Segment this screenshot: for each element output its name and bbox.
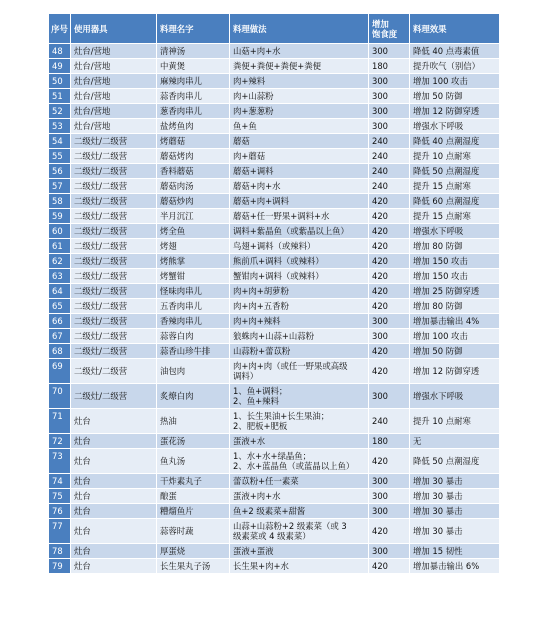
cell-effect: 增强水下呼吸 <box>410 119 500 134</box>
cell-dish-name: 干炸素丸子 <box>157 474 230 489</box>
cell-dish-name: 炙燎白肉 <box>157 384 230 409</box>
cell-effect: 增加 30 暴击 <box>410 474 500 489</box>
cell-utensil: 灶台 <box>71 434 157 449</box>
cell-satiety: 300 <box>369 89 410 104</box>
table-row <box>49 384 500 409</box>
cell-satiety: 300 <box>369 44 410 59</box>
cell-recipe: 狼蛛肉+山蒜+山蒜粉 <box>230 329 369 344</box>
cell-satiety: 300 <box>369 474 410 489</box>
cell-utensil: 二级灶/二级营 <box>71 314 157 329</box>
cell-index: 77 <box>49 519 71 544</box>
cell-effect: 提升 10 点耐寒 <box>410 149 500 164</box>
cell-recipe: 蘑菇+肉+调料 <box>230 194 369 209</box>
cell-dish-name: 糟熘鱼片 <box>157 504 230 519</box>
cell-utensil: 灶台 <box>71 449 157 474</box>
cell-satiety: 300 <box>369 314 410 329</box>
cell-satiety: 240 <box>369 179 410 194</box>
cell-dish-name: 蘑菇烤肉 <box>157 149 230 164</box>
cell-utensil: 二级灶/二级营 <box>71 209 157 224</box>
cell-recipe: 蛋液+蛋液 <box>230 544 369 559</box>
table-row <box>49 559 500 574</box>
cell-effect: 降低 40 点潮湿度 <box>410 134 500 149</box>
cell-satiety: 420 <box>369 239 410 254</box>
cell-recipe: 蘑菇 <box>230 134 369 149</box>
cell-dish-name: 蒜香山珍牛排 <box>157 344 230 359</box>
table-row <box>49 44 500 59</box>
cell-effect: 降低 40 点毒素值 <box>410 44 500 59</box>
cell-satiety: 420 <box>369 194 410 209</box>
header-utensil: 使用器具 <box>71 14 157 44</box>
cell-index: 68 <box>49 344 71 359</box>
table-row <box>49 149 500 164</box>
cell-dish-name: 蘑菇肉汤 <box>157 179 230 194</box>
cell-utensil: 灶台 <box>71 559 157 574</box>
cell-utensil: 二级灶/二级营 <box>71 359 157 384</box>
cell-recipe: 山菇+肉+水 <box>230 44 369 59</box>
cell-dish-name: 热油 <box>157 409 230 434</box>
cell-recipe: 蛋液+肉+水 <box>230 489 369 504</box>
cell-dish-name: 蒜蓉白肉 <box>157 329 230 344</box>
cell-index: 55 <box>49 149 71 164</box>
cell-dish-name: 香辣肉串儿 <box>157 314 230 329</box>
cell-effect: 降低 50 点潮湿度 <box>410 449 500 474</box>
table-row <box>49 179 500 194</box>
cell-index: 63 <box>49 269 71 284</box>
header-index: 序号 <box>49 14 71 44</box>
cell-effect: 增加 100 攻击 <box>410 74 500 89</box>
cell-satiety: 240 <box>369 134 410 149</box>
cell-index: 69 <box>49 359 71 384</box>
cell-utensil: 灶台 <box>71 474 157 489</box>
cell-recipe: 1、长生果油+长生果油； 2、肥板+肥板 <box>230 409 369 434</box>
cell-recipe: 粪便+粪便+粪便+粪便 <box>230 59 369 74</box>
cell-index: 74 <box>49 474 71 489</box>
cell-dish-name: 厚蛋烧 <box>157 544 230 559</box>
cell-satiety: 420 <box>369 359 410 384</box>
cell-satiety: 300 <box>369 544 410 559</box>
header-effect: 料理效果 <box>410 14 500 44</box>
cell-effect: 增加暴击输出 6% <box>410 559 500 574</box>
cell-dish-name: 五香肉串儿 <box>157 299 230 314</box>
cell-index: 64 <box>49 284 71 299</box>
cell-satiety: 180 <box>369 434 410 449</box>
cell-recipe: 肉+葱葱粉 <box>230 104 369 119</box>
cell-index: 57 <box>49 179 71 194</box>
cell-satiety: 300 <box>369 104 410 119</box>
table-row <box>49 504 500 519</box>
cell-effect: 增加 30 暴击 <box>410 489 500 504</box>
cell-utensil: 灶台/营地 <box>71 89 157 104</box>
table-row <box>49 224 500 239</box>
cell-satiety: 420 <box>369 254 410 269</box>
table-row <box>49 409 500 434</box>
cell-index: 56 <box>49 164 71 179</box>
cell-satiety: 300 <box>369 384 410 409</box>
header-satiety: 增加 饱食度 <box>369 14 410 44</box>
table-row <box>49 119 500 134</box>
cell-effect: 增加 15 韧性 <box>410 544 500 559</box>
header-dish-name: 料理名字 <box>157 14 230 44</box>
cell-dish-name: 蘑菇炒肉 <box>157 194 230 209</box>
cell-satiety: 240 <box>369 149 410 164</box>
cell-utensil: 二级灶/二级营 <box>71 329 157 344</box>
cell-index: 50 <box>49 74 71 89</box>
cell-effect: 降低 50 点潮湿度 <box>410 164 500 179</box>
table-row <box>49 449 500 474</box>
table-row <box>49 209 500 224</box>
cell-utensil: 灶台/营地 <box>71 59 157 74</box>
table-row <box>49 104 500 119</box>
cell-dish-name: 半月沉江 <box>157 209 230 224</box>
cell-utensil: 二级灶/二级营 <box>71 269 157 284</box>
cell-index: 75 <box>49 489 71 504</box>
cell-recipe: 肉+辣料 <box>230 74 369 89</box>
table-row <box>49 344 500 359</box>
cell-effect: 增强水下呼吸 <box>410 384 500 409</box>
cell-utensil: 二级灶/二级营 <box>71 224 157 239</box>
cell-recipe: 鱼+鱼 <box>230 119 369 134</box>
cell-satiety: 420 <box>369 299 410 314</box>
cell-utensil: 二级灶/二级营 <box>71 149 157 164</box>
table-row <box>49 269 500 284</box>
cell-recipe: 蘑菇+肉+水 <box>230 179 369 194</box>
header-row <box>49 14 500 44</box>
cell-effect: 增加 80 防御 <box>410 239 500 254</box>
cell-dish-name: 烤蟹钳 <box>157 269 230 284</box>
table-row <box>49 134 500 149</box>
table-body <box>49 44 500 574</box>
cell-utensil: 二级灶/二级营 <box>71 134 157 149</box>
cell-satiety: 300 <box>369 119 410 134</box>
cell-effect: 无 <box>410 434 500 449</box>
cell-recipe: 长生果+肉+水 <box>230 559 369 574</box>
cell-dish-name: 蛋花汤 <box>157 434 230 449</box>
recipe-table-container <box>48 13 499 574</box>
table-row <box>49 544 500 559</box>
cell-index: 72 <box>49 434 71 449</box>
cell-dish-name: 烤熊掌 <box>157 254 230 269</box>
cell-index: 70 <box>49 384 71 409</box>
cell-utensil: 二级灶/二级营 <box>71 384 157 409</box>
cell-dish-name: 麻辣肉串儿 <box>157 74 230 89</box>
cell-effect: 增加 25 防御穿透 <box>410 284 500 299</box>
recipe-table <box>48 13 500 574</box>
cell-effect: 增加 80 防御 <box>410 299 500 314</box>
cell-effect: 增加 30 暴击 <box>410 519 500 544</box>
cell-utensil: 灶台/营地 <box>71 44 157 59</box>
cell-utensil: 灶台 <box>71 519 157 544</box>
cell-satiety: 300 <box>369 74 410 89</box>
cell-recipe: 蟹钳肉+调料（或辣料） <box>230 269 369 284</box>
cell-index: 51 <box>49 89 71 104</box>
cell-satiety: 240 <box>369 409 410 434</box>
cell-effect: 提升 15 点耐寒 <box>410 179 500 194</box>
cell-effect: 提升 10 点耐寒 <box>410 409 500 434</box>
cell-dish-name: 鱼丸汤 <box>157 449 230 474</box>
cell-index: 79 <box>49 559 71 574</box>
cell-satiety: 420 <box>369 284 410 299</box>
cell-index: 48 <box>49 44 71 59</box>
cell-index: 53 <box>49 119 71 134</box>
cell-utensil: 二级灶/二级营 <box>71 299 157 314</box>
cell-index: 62 <box>49 254 71 269</box>
cell-utensil: 二级灶/二级营 <box>71 164 157 179</box>
cell-index: 65 <box>49 299 71 314</box>
cell-effect: 增加 150 攻击 <box>410 254 500 269</box>
cell-index: 54 <box>49 134 71 149</box>
table-row <box>49 254 500 269</box>
cell-recipe: 鸟翅+调料（或辣料） <box>230 239 369 254</box>
cell-recipe: 熊前爪+调料（或辣料） <box>230 254 369 269</box>
cell-dish-name: 香料蘑菇 <box>157 164 230 179</box>
cell-recipe: 1、鱼+调料； 2、鱼+辣料 <box>230 384 369 409</box>
cell-recipe: 1、水+水+绿晶鱼； 2、水+蓝晶鱼（或蓝晶以上鱼） <box>230 449 369 474</box>
cell-index: 59 <box>49 209 71 224</box>
cell-dish-name: 长生果丸子汤 <box>157 559 230 574</box>
cell-satiety: 300 <box>369 329 410 344</box>
cell-effect: 提升 15 点耐寒 <box>410 209 500 224</box>
cell-satiety: 180 <box>369 59 410 74</box>
cell-utensil: 灶台/营地 <box>71 119 157 134</box>
cell-index: 58 <box>49 194 71 209</box>
cell-satiety: 420 <box>369 559 410 574</box>
cell-recipe: 调料+紫晶鱼（或紫晶以上鱼） <box>230 224 369 239</box>
table-row <box>49 314 500 329</box>
cell-satiety: 420 <box>369 224 410 239</box>
cell-dish-name: 葱香肉串儿 <box>157 104 230 119</box>
cell-satiety: 420 <box>369 344 410 359</box>
cell-index: 61 <box>49 239 71 254</box>
table-row <box>49 519 500 544</box>
cell-index: 66 <box>49 314 71 329</box>
cell-satiety: 420 <box>369 519 410 544</box>
cell-recipe: 山蒜+山蒜粉+2 级素菜（或 3 级素菜或 4 级素菜） <box>230 519 369 544</box>
cell-index: 67 <box>49 329 71 344</box>
cell-dish-name: 蒜香肉串儿 <box>157 89 230 104</box>
cell-satiety: 420 <box>369 449 410 474</box>
table-row <box>49 59 500 74</box>
cell-index: 78 <box>49 544 71 559</box>
cell-dish-name: 蒜蓉时蔬 <box>157 519 230 544</box>
cell-utensil: 灶台 <box>71 409 157 434</box>
cell-effect: 提升吹气（别信） <box>410 59 500 74</box>
cell-recipe: 肉+肉+辣料 <box>230 314 369 329</box>
cell-utensil: 灶台 <box>71 504 157 519</box>
cell-effect: 降低 60 点潮湿度 <box>410 194 500 209</box>
cell-utensil: 灶台/营地 <box>71 74 157 89</box>
cell-recipe: 鱼+2 级素菜+甜酱 <box>230 504 369 519</box>
table-header <box>49 14 500 44</box>
table-row <box>49 434 500 449</box>
table-row <box>49 74 500 89</box>
table-row <box>49 329 500 344</box>
header-recipe: 料理做法 <box>230 14 369 44</box>
table-row <box>49 489 500 504</box>
cell-effect: 增加暴击输出 4% <box>410 314 500 329</box>
cell-dish-name: 中黄煲 <box>157 59 230 74</box>
table-row <box>49 194 500 209</box>
cell-utensil: 二级灶/二级营 <box>71 179 157 194</box>
cell-dish-name: 酿蛋 <box>157 489 230 504</box>
cell-effect: 增加 12 防御穿透 <box>410 359 500 384</box>
cell-index: 60 <box>49 224 71 239</box>
cell-effect: 增加 100 攻击 <box>410 329 500 344</box>
cell-satiety: 420 <box>369 209 410 224</box>
cell-recipe: 肉+山蒜粉 <box>230 89 369 104</box>
cell-recipe: 肉+肉+肉（或任一野果或高级 调料） <box>230 359 369 384</box>
cell-utensil: 二级灶/二级营 <box>71 239 157 254</box>
table-row <box>49 89 500 104</box>
cell-recipe: 蛋液+水 <box>230 434 369 449</box>
table-row <box>49 164 500 179</box>
cell-dish-name: 怪味肉串儿 <box>157 284 230 299</box>
cell-satiety: 420 <box>369 269 410 284</box>
cell-satiety: 240 <box>369 164 410 179</box>
table-row <box>49 299 500 314</box>
cell-dish-name: 烤全鱼 <box>157 224 230 239</box>
cell-recipe: 蘑菇+调料 <box>230 164 369 179</box>
cell-effect: 增加 50 防御 <box>410 89 500 104</box>
cell-dish-name: 清神汤 <box>157 44 230 59</box>
cell-utensil: 二级灶/二级营 <box>71 344 157 359</box>
cell-satiety: 300 <box>369 489 410 504</box>
cell-effect: 增加 50 防御 <box>410 344 500 359</box>
cell-utensil: 灶台/营地 <box>71 104 157 119</box>
cell-index: 73 <box>49 449 71 474</box>
cell-index: 52 <box>49 104 71 119</box>
cell-recipe: 肉+蘑菇 <box>230 149 369 164</box>
cell-utensil: 灶台 <box>71 489 157 504</box>
cell-utensil: 二级灶/二级营 <box>71 284 157 299</box>
cell-effect: 增加 12 防御穿透 <box>410 104 500 119</box>
cell-utensil: 二级灶/二级营 <box>71 194 157 209</box>
cell-effect: 增加 30 暴击 <box>410 504 500 519</box>
table-row <box>49 239 500 254</box>
cell-effect: 增加 150 攻击 <box>410 269 500 284</box>
cell-utensil: 二级灶/二级营 <box>71 254 157 269</box>
cell-recipe: 蘑菇+任一野果+调料+水 <box>230 209 369 224</box>
cell-recipe: 蕾苡粉+任一素菜 <box>230 474 369 489</box>
table-row <box>49 284 500 299</box>
cell-index: 49 <box>49 59 71 74</box>
cell-dish-name: 烤翅 <box>157 239 230 254</box>
cell-recipe: 肉+肉+五香粉 <box>230 299 369 314</box>
cell-dish-name: 盐烤鱼肉 <box>157 119 230 134</box>
cell-index: 71 <box>49 409 71 434</box>
table-row <box>49 359 500 384</box>
cell-utensil: 灶台 <box>71 544 157 559</box>
cell-satiety: 300 <box>369 504 410 519</box>
cell-dish-name: 油包肉 <box>157 359 230 384</box>
cell-effect: 增强水下呼吸 <box>410 224 500 239</box>
cell-recipe: 肉+肉+胡萝粉 <box>230 284 369 299</box>
cell-dish-name: 烤蘑菇 <box>157 134 230 149</box>
cell-index: 76 <box>49 504 71 519</box>
table-row <box>49 474 500 489</box>
cell-recipe: 山蒜粉+蕾苡粉 <box>230 344 369 359</box>
